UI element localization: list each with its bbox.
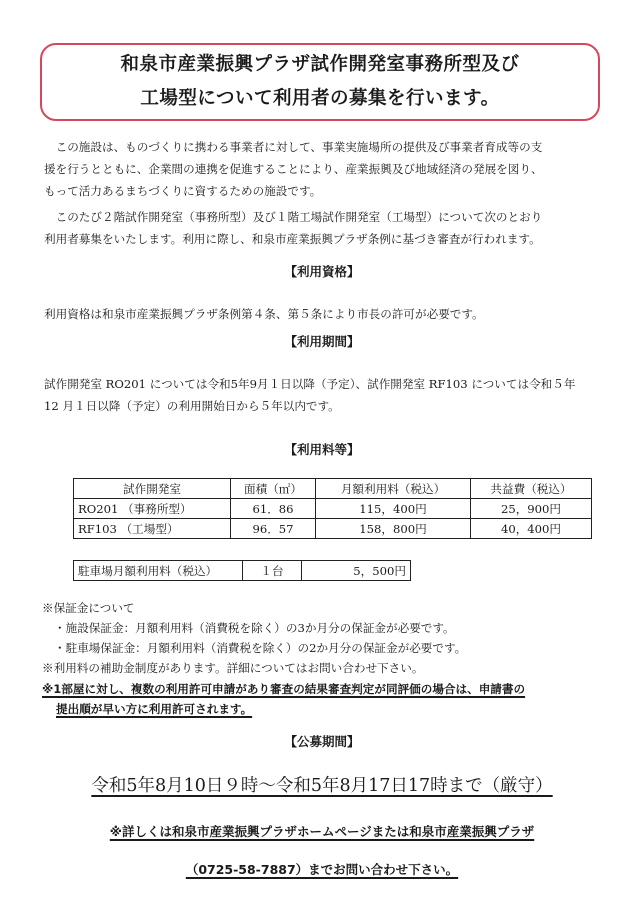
cell-room: RF103 （工場型） xyxy=(74,519,231,539)
contact-line-2 xyxy=(0,860,644,878)
period-of-use-line-1: 試作開発室 RO201 については令和5年9月１日以降（予定）、試作開発室 RF103 については令和５年 xyxy=(44,377,576,391)
contact-line-1-text: ※詳しくは和泉市産業振興プラザホームページまたは和泉市産業振興プラザ xyxy=(109,824,535,839)
parking-unit: １台 xyxy=(243,561,302,581)
intro-p1-line: もって活力あるまちづくりに資するための施設です。 xyxy=(44,184,322,198)
eligibility-heading: 【利用資格】 xyxy=(284,264,360,279)
table-row xyxy=(74,519,592,539)
table-row xyxy=(74,499,592,519)
parking-label: 駐車場月額利用料（税込） xyxy=(74,561,243,581)
recruitment-period-text: 令和5年8月10日９時～令和5年8月17日17時まで（厳守） xyxy=(91,776,553,796)
intro-p1-line: この施設は、ものづくりに携わる事業者に対して、事業実施場所の提供及び事業者育成等の支 xyxy=(44,140,543,154)
cell-rent: 115，400円 xyxy=(316,499,471,519)
intro-paragraph-2 xyxy=(44,206,604,250)
col-header-rent: 月額利用料（税込） xyxy=(316,479,471,499)
period-of-use-heading: 【利用期間】 xyxy=(284,334,360,349)
parking-table xyxy=(73,560,411,581)
col-header-room: 試作開発室 xyxy=(74,479,231,499)
priority-note-line-2: 提出順が早い方に利用許可されます。 xyxy=(56,702,253,716)
period-of-use-line-2: 12 月１日以降（予定）の利用開始日から５年以内です。 xyxy=(44,399,340,413)
intro-p2-line: このたび２階試作開発室（事務所型）及び１階工場試作開発室（工場型）について次のとおり xyxy=(44,210,543,224)
cell-area: 61．86 xyxy=(231,499,316,519)
intro-p2-line: 利用者募集をいたします。利用に際し、和泉市産業振興プラザ条例に基づき審査が行われます。 xyxy=(44,232,541,246)
cell-room: RO201 （事務所型） xyxy=(74,499,231,519)
intro-p1-line: 援を行うとともに、企業間の連携を促進することにより、産業振興及び地域経済の発展を図り、 xyxy=(44,162,543,176)
subsidy-note: ※利用料の補助金制度があります。詳細についてはお問い合わせ下さい。 xyxy=(42,661,424,675)
cell-common: 40，400円 xyxy=(471,519,592,539)
fee-table xyxy=(73,478,592,539)
title-line-1: 和泉市産業振興プラザ試作開発室事務所型及び xyxy=(120,54,520,75)
priority-note-line-1: ※1部屋に対し、複数の利用許可申請があり審査の結果審査判定が同評価の場合は、申請書の xyxy=(42,682,526,696)
col-header-common: 共益費（税込） xyxy=(471,479,592,499)
contact-line-1 xyxy=(0,822,644,840)
title-line-2: 工場型について利用者の募集を行います。 xyxy=(140,88,500,109)
cell-rent: 158，800円 xyxy=(316,519,471,539)
recruitment-heading: 【公募期間】 xyxy=(284,734,360,749)
cell-common: 25，900円 xyxy=(471,499,592,519)
deposit-item-parking: ・駐車場保証金：月額利用料（消費税を除く）の2か月分の保証金が必要です。 xyxy=(54,641,467,655)
parking-value: 5，500円 xyxy=(302,561,411,581)
cell-area: 96．57 xyxy=(231,519,316,539)
col-header-area: 面積（㎡） xyxy=(231,479,316,499)
deposit-item-facility: ・施設保証金：月額利用料（消費税を除く）の3か月分の保証金が必要です。 xyxy=(54,621,455,635)
recruitment-period xyxy=(0,772,644,797)
deposit-title: ※保証金について xyxy=(42,601,135,615)
title-box xyxy=(40,43,600,121)
contact-line-2-text: （0725-58-7887）までお問い合わせ下さい。 xyxy=(185,862,459,877)
table-row xyxy=(74,561,411,581)
fee-table-header-row xyxy=(74,479,592,499)
eligibility-text: 利用資格は和泉市産業振興プラザ条例第４条、第５条により市長の許可が必要です。 xyxy=(44,307,484,321)
intro-paragraph-1 xyxy=(44,136,604,202)
fees-heading: 【利用料等】 xyxy=(284,442,360,457)
